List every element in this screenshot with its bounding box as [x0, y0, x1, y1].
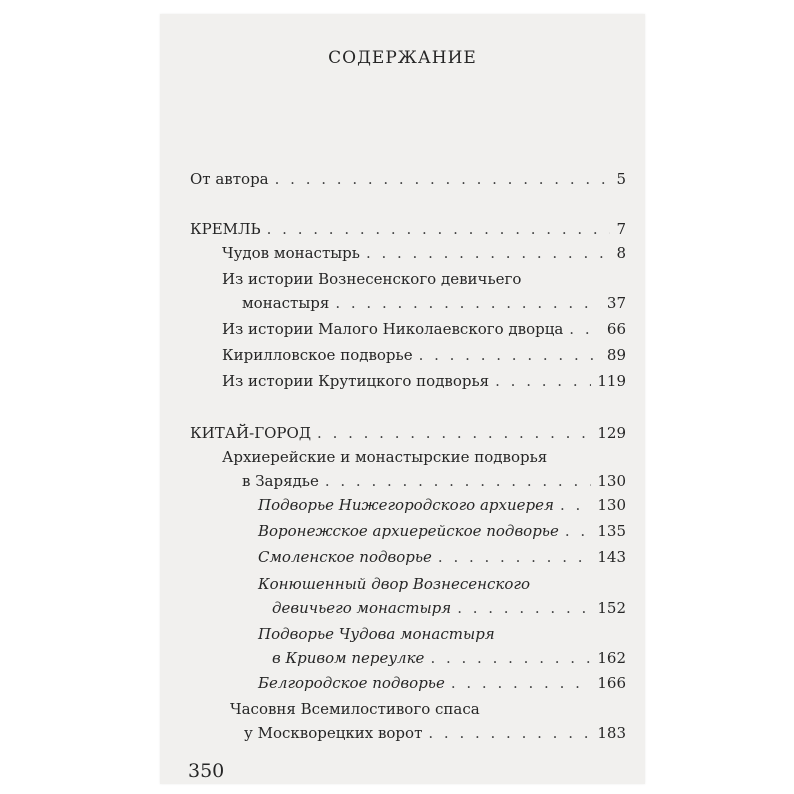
toc-leader-dots [457, 599, 591, 617]
page-title: СОДЕРЖАНИЕ [328, 48, 477, 68]
toc-entry [222, 320, 626, 338]
toc-leader-dots [495, 372, 591, 390]
toc-page-number: 129 [597, 424, 626, 442]
toc-page-number: 152 [597, 599, 626, 617]
toc-leader-dots [325, 472, 592, 490]
toc-entry-label: Из истории Крутицкого подворья [222, 372, 490, 390]
toc-page-number: 135 [597, 522, 626, 540]
toc-page-number: 130 [597, 496, 626, 514]
toc-page-number: 37 [606, 294, 626, 312]
toc-entry-label-line1: Конюшенный двор Вознесенского [258, 575, 531, 593]
toc-entry-label: От автора [190, 170, 269, 188]
toc-entry [190, 170, 626, 188]
toc-leader-dots [560, 496, 591, 514]
toc-entry [230, 700, 626, 742]
toc-page-number: 5 [616, 170, 626, 188]
toc-leader-dots [335, 294, 601, 312]
toc-entry [258, 496, 626, 514]
toc-leader-dots [565, 522, 592, 540]
toc-leader-dots [438, 548, 591, 566]
toc-leader-dots [430, 649, 591, 667]
toc-entry-label-line1: Часовня Всемилостивого спаса [230, 700, 480, 718]
toc-entry [258, 575, 626, 617]
toc-entry-label: Чудов монастырь [222, 244, 360, 262]
toc-entry-label-line1: Подворье Чудова монастыря [258, 625, 495, 643]
toc-leader-dots [366, 244, 611, 262]
page-number-folio: 350 [188, 760, 225, 782]
toc-page-number: 130 [597, 472, 626, 490]
toc-entry-label: Воронежское архиерейское подворье [258, 522, 559, 540]
toc-entry-label: у Москворецких ворот [244, 724, 423, 742]
toc-leader-dots [419, 346, 601, 364]
toc-entry [222, 244, 626, 262]
toc-page-number: 8 [616, 244, 626, 262]
toc-entry [258, 674, 626, 692]
toc-entry-label: девичьего монастыря [272, 599, 452, 617]
toc-entry [222, 372, 626, 390]
toc-entry-label: в Зарядье [242, 472, 319, 490]
toc-entry-label: КРЕМЛЬ [190, 220, 261, 238]
toc-entry [222, 346, 626, 364]
book-page [160, 14, 645, 784]
toc-leader-dots [267, 220, 611, 238]
toc-entry-label: КИТАЙ-ГОРОД [190, 424, 312, 442]
toc-entry-label: Из истории Малого Николаевского дворца [222, 320, 564, 338]
toc-entry-label: Кирилловское подворье [222, 346, 413, 364]
toc-page-number: 89 [606, 346, 626, 364]
toc-entry-label: Подворье Нижегородского архиерея [258, 496, 554, 514]
toc-leader-dots [428, 724, 591, 742]
toc-entry [222, 448, 626, 490]
toc-page-number: 7 [616, 220, 626, 238]
toc-leader-dots [275, 170, 611, 188]
toc-page-number: 119 [597, 372, 626, 390]
toc-leader-dots [317, 424, 591, 442]
toc-entry [222, 270, 626, 312]
toc-entry-label: в Кривом переулке [272, 649, 425, 667]
toc-entry [190, 424, 626, 442]
toc-entry-label: Белгородское подворье [258, 674, 445, 692]
toc-entry [258, 625, 626, 667]
toc-entry-label-line1: Архиерейские и монастырские подворья [222, 448, 548, 466]
toc-page-number: 183 [597, 724, 626, 742]
toc-page-number: 143 [597, 548, 626, 566]
toc-entry [258, 548, 626, 566]
toc-entry-label-line1: Из истории Вознесенского девичьего [222, 270, 522, 288]
toc-entry [258, 522, 626, 540]
toc-page-number: 166 [597, 674, 626, 692]
toc-entry-label: монастыря [242, 294, 330, 312]
toc-page-number: 162 [597, 649, 626, 667]
toc-leader-dots [569, 320, 601, 338]
toc-leader-dots [451, 674, 592, 692]
toc-entry [190, 220, 626, 238]
toc-page-number: 66 [606, 320, 626, 338]
toc-entry-label: Смоленское подворье [258, 548, 432, 566]
